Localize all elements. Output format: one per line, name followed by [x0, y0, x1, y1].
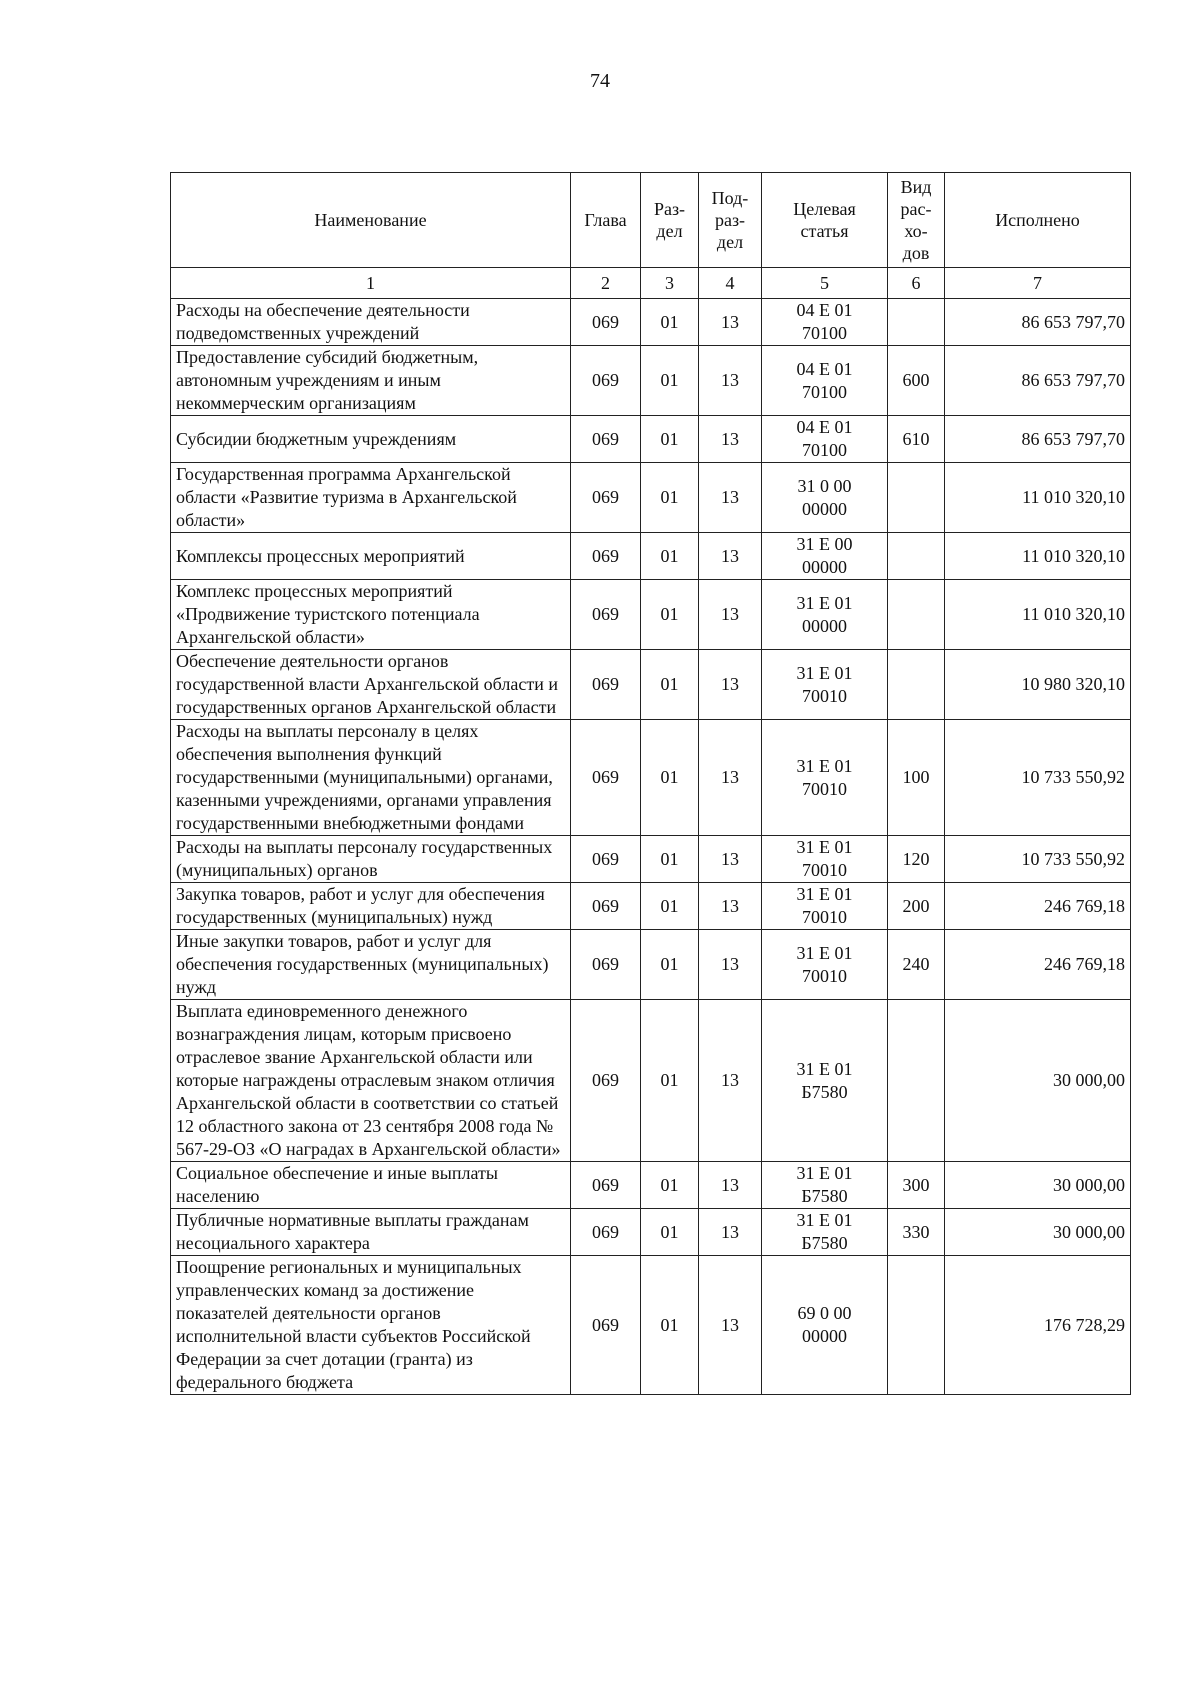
row-glava: 069	[571, 836, 641, 883]
row-vid-raskhodov: 600	[888, 346, 945, 416]
row-razdel: 01	[641, 346, 699, 416]
row-name: Закупка товаров, работ и услуг для обеспечения государственных (муниципальных) нужд	[171, 883, 571, 930]
table-row	[171, 580, 1131, 650]
row-vid-raskhodov	[888, 1256, 945, 1395]
row-podrazdel: 13	[699, 720, 762, 836]
row-ispolneno: 176 728,29	[945, 1256, 1131, 1395]
row-tselevaya-statya: 04 Е 01 70100	[762, 299, 888, 346]
row-razdel: 01	[641, 1256, 699, 1395]
row-vid-raskhodov	[888, 533, 945, 580]
row-name: Расходы на выплаты персоналу государственных (муниципальных) органов	[171, 836, 571, 883]
row-glava: 069	[571, 650, 641, 720]
row-podrazdel: 13	[699, 883, 762, 930]
row-tselevaya-statya: 31 Е 01 70010	[762, 836, 888, 883]
table-row	[171, 1256, 1131, 1395]
header-glava: Глава	[571, 173, 641, 268]
row-tselevaya-statya: 31 Е 01 70010	[762, 650, 888, 720]
row-tselevaya-statya: 31 Е 00 00000	[762, 533, 888, 580]
row-ispolneno: 246 769,18	[945, 930, 1131, 1000]
row-glava: 069	[571, 1209, 641, 1256]
row-name: Расходы на выплаты персоналу в целях обеспечения выполнения функций государственными (муниципальными) органами, казенными учреждениями, органами управления государственными внебюджетными фондами	[171, 720, 571, 836]
row-name: Обеспечение деятельности органов государственной власти Архангельской области и государственных органов Архангельской области	[171, 650, 571, 720]
row-vid-raskhodov	[888, 650, 945, 720]
row-podrazdel: 13	[699, 580, 762, 650]
row-vid-raskhodov: 100	[888, 720, 945, 836]
row-glava: 069	[571, 883, 641, 930]
row-podrazdel: 13	[699, 416, 762, 463]
row-podrazdel: 13	[699, 463, 762, 533]
header-name: Наименование	[171, 173, 571, 268]
row-podrazdel: 13	[699, 1256, 762, 1395]
header-razdel: Раз- дел	[641, 173, 699, 268]
column-number: 3	[641, 268, 699, 299]
row-tselevaya-statya: 31 Е 01 00000	[762, 580, 888, 650]
column-number: 7	[945, 268, 1131, 299]
row-vid-raskhodov	[888, 580, 945, 650]
row-vid-raskhodov	[888, 1000, 945, 1162]
row-razdel: 01	[641, 533, 699, 580]
row-glava: 069	[571, 580, 641, 650]
row-name: Расходы на обеспечение деятельности подведомственных учреждений	[171, 299, 571, 346]
row-name: Иные закупки товаров, работ и услуг для обеспечения государственных (муниципальных) нужд	[171, 930, 571, 1000]
row-tselevaya-statya: 31 Е 01 Б7580	[762, 1000, 888, 1162]
row-ispolneno: 30 000,00	[945, 1209, 1131, 1256]
row-razdel: 01	[641, 720, 699, 836]
row-podrazdel: 13	[699, 533, 762, 580]
page-number: 74	[590, 70, 610, 92]
row-razdel: 01	[641, 416, 699, 463]
row-glava: 069	[571, 346, 641, 416]
row-razdel: 01	[641, 650, 699, 720]
row-vid-raskhodov	[888, 299, 945, 346]
row-tselevaya-statya: 31 Е 01 70010	[762, 720, 888, 836]
row-ispolneno: 86 653 797,70	[945, 416, 1131, 463]
row-ispolneno: 10 733 550,92	[945, 836, 1131, 883]
row-glava: 069	[571, 720, 641, 836]
column-number: 1	[171, 268, 571, 299]
row-razdel: 01	[641, 836, 699, 883]
row-razdel: 01	[641, 883, 699, 930]
row-ispolneno: 30 000,00	[945, 1000, 1131, 1162]
row-name: Социальное обеспечение и иные выплаты населению	[171, 1162, 571, 1209]
row-podrazdel: 13	[699, 1000, 762, 1162]
row-name: Выплата единовременного денежного вознаграждения лицам, которым присвоено отраслевое звание Архангельской области или которые награждены отраслевым знаком отличия Архангельской области в соответствии со статьей 12 областного закона от 23 сентября 2008 года № 567-29-ОЗ «О наградах в Архангельской области»	[171, 1000, 571, 1162]
row-podrazdel: 13	[699, 1162, 762, 1209]
row-name: Государственная программа Архангельской области «Развитие туризма в Архангельской области»	[171, 463, 571, 533]
table-row	[171, 1162, 1131, 1209]
table-row	[171, 533, 1131, 580]
row-razdel: 01	[641, 1000, 699, 1162]
row-glava: 069	[571, 1256, 641, 1395]
table-row	[171, 1209, 1131, 1256]
row-ispolneno: 30 000,00	[945, 1162, 1131, 1209]
table-row	[171, 1000, 1131, 1162]
row-ispolneno: 86 653 797,70	[945, 299, 1131, 346]
row-glava: 069	[571, 463, 641, 533]
row-glava: 069	[571, 930, 641, 1000]
row-glava: 069	[571, 416, 641, 463]
row-vid-raskhodov: 610	[888, 416, 945, 463]
row-ispolneno: 246 769,18	[945, 883, 1131, 930]
table-row	[171, 463, 1131, 533]
row-glava: 069	[571, 1000, 641, 1162]
row-tselevaya-statya: 31 Е 01 Б7580	[762, 1162, 888, 1209]
row-ispolneno: 11 010 320,10	[945, 580, 1131, 650]
row-vid-raskhodov: 120	[888, 836, 945, 883]
column-number: 2	[571, 268, 641, 299]
row-name: Публичные нормативные выплаты гражданам несоциального характера	[171, 1209, 571, 1256]
header-tselevaya-statya: Целевая статья	[762, 173, 888, 268]
row-glava: 069	[571, 533, 641, 580]
table-row	[171, 299, 1131, 346]
row-vid-raskhodov: 240	[888, 930, 945, 1000]
column-number: 6	[888, 268, 945, 299]
row-razdel: 01	[641, 580, 699, 650]
header-ispolneno: Исполнено	[945, 173, 1131, 268]
row-ispolneno: 11 010 320,10	[945, 533, 1131, 580]
row-razdel: 01	[641, 1209, 699, 1256]
row-podrazdel: 13	[699, 299, 762, 346]
row-tselevaya-statya: 69 0 00 00000	[762, 1256, 888, 1395]
row-glava: 069	[571, 299, 641, 346]
row-tselevaya-statya: 31 0 00 00000	[762, 463, 888, 533]
row-glava: 069	[571, 1162, 641, 1209]
table-row	[171, 416, 1131, 463]
table-row	[171, 836, 1131, 883]
table-row	[171, 346, 1131, 416]
column-number-row	[171, 268, 1131, 299]
table-row	[171, 650, 1131, 720]
row-ispolneno: 10 733 550,92	[945, 720, 1131, 836]
row-vid-raskhodov: 330	[888, 1209, 945, 1256]
row-tselevaya-statya: 04 Е 01 70100	[762, 416, 888, 463]
row-tselevaya-statya: 31 Е 01 70010	[762, 883, 888, 930]
row-razdel: 01	[641, 299, 699, 346]
table-row	[171, 883, 1131, 930]
column-number: 4	[699, 268, 762, 299]
row-vid-raskhodov	[888, 463, 945, 533]
row-podrazdel: 13	[699, 346, 762, 416]
row-vid-raskhodov: 200	[888, 883, 945, 930]
row-razdel: 01	[641, 930, 699, 1000]
budget-execution-table	[170, 172, 1131, 1395]
row-name: Субсидии бюджетным учреждениям	[171, 416, 571, 463]
table-row	[171, 720, 1131, 836]
row-ispolneno: 10 980 320,10	[945, 650, 1131, 720]
header-podrazdel: Под- раз- дел	[699, 173, 762, 268]
row-tselevaya-statya: 04 Е 01 70100	[762, 346, 888, 416]
row-podrazdel: 13	[699, 650, 762, 720]
row-tselevaya-statya: 31 Е 01 Б7580	[762, 1209, 888, 1256]
row-tselevaya-statya: 31 Е 01 70010	[762, 930, 888, 1000]
header-row	[171, 173, 1131, 268]
row-ispolneno: 11 010 320,10	[945, 463, 1131, 533]
row-name: Поощрение региональных и муниципальных управленческих команд за достижение показателей деятельности органов исполнительной власти субъектов Российской Федерации за счет дотации (гранта) из федерального бюджета	[171, 1256, 571, 1395]
header-vid-raskhodov: Вид рас- хо- дов	[888, 173, 945, 268]
row-razdel: 01	[641, 463, 699, 533]
row-name: Комплекс процессных мероприятий «Продвижение туристского потенциала Архангельской области»	[171, 580, 571, 650]
row-name: Предоставление субсидий бюджетным, автономным учреждениям и иным некоммерческим организациям	[171, 346, 571, 416]
row-ispolneno: 86 653 797,70	[945, 346, 1131, 416]
row-podrazdel: 13	[699, 930, 762, 1000]
row-razdel: 01	[641, 1162, 699, 1209]
row-podrazdel: 13	[699, 1209, 762, 1256]
row-podrazdel: 13	[699, 836, 762, 883]
table-row	[171, 930, 1131, 1000]
row-name: Комплексы процессных мероприятий	[171, 533, 571, 580]
column-number: 5	[762, 268, 888, 299]
row-vid-raskhodov: 300	[888, 1162, 945, 1209]
